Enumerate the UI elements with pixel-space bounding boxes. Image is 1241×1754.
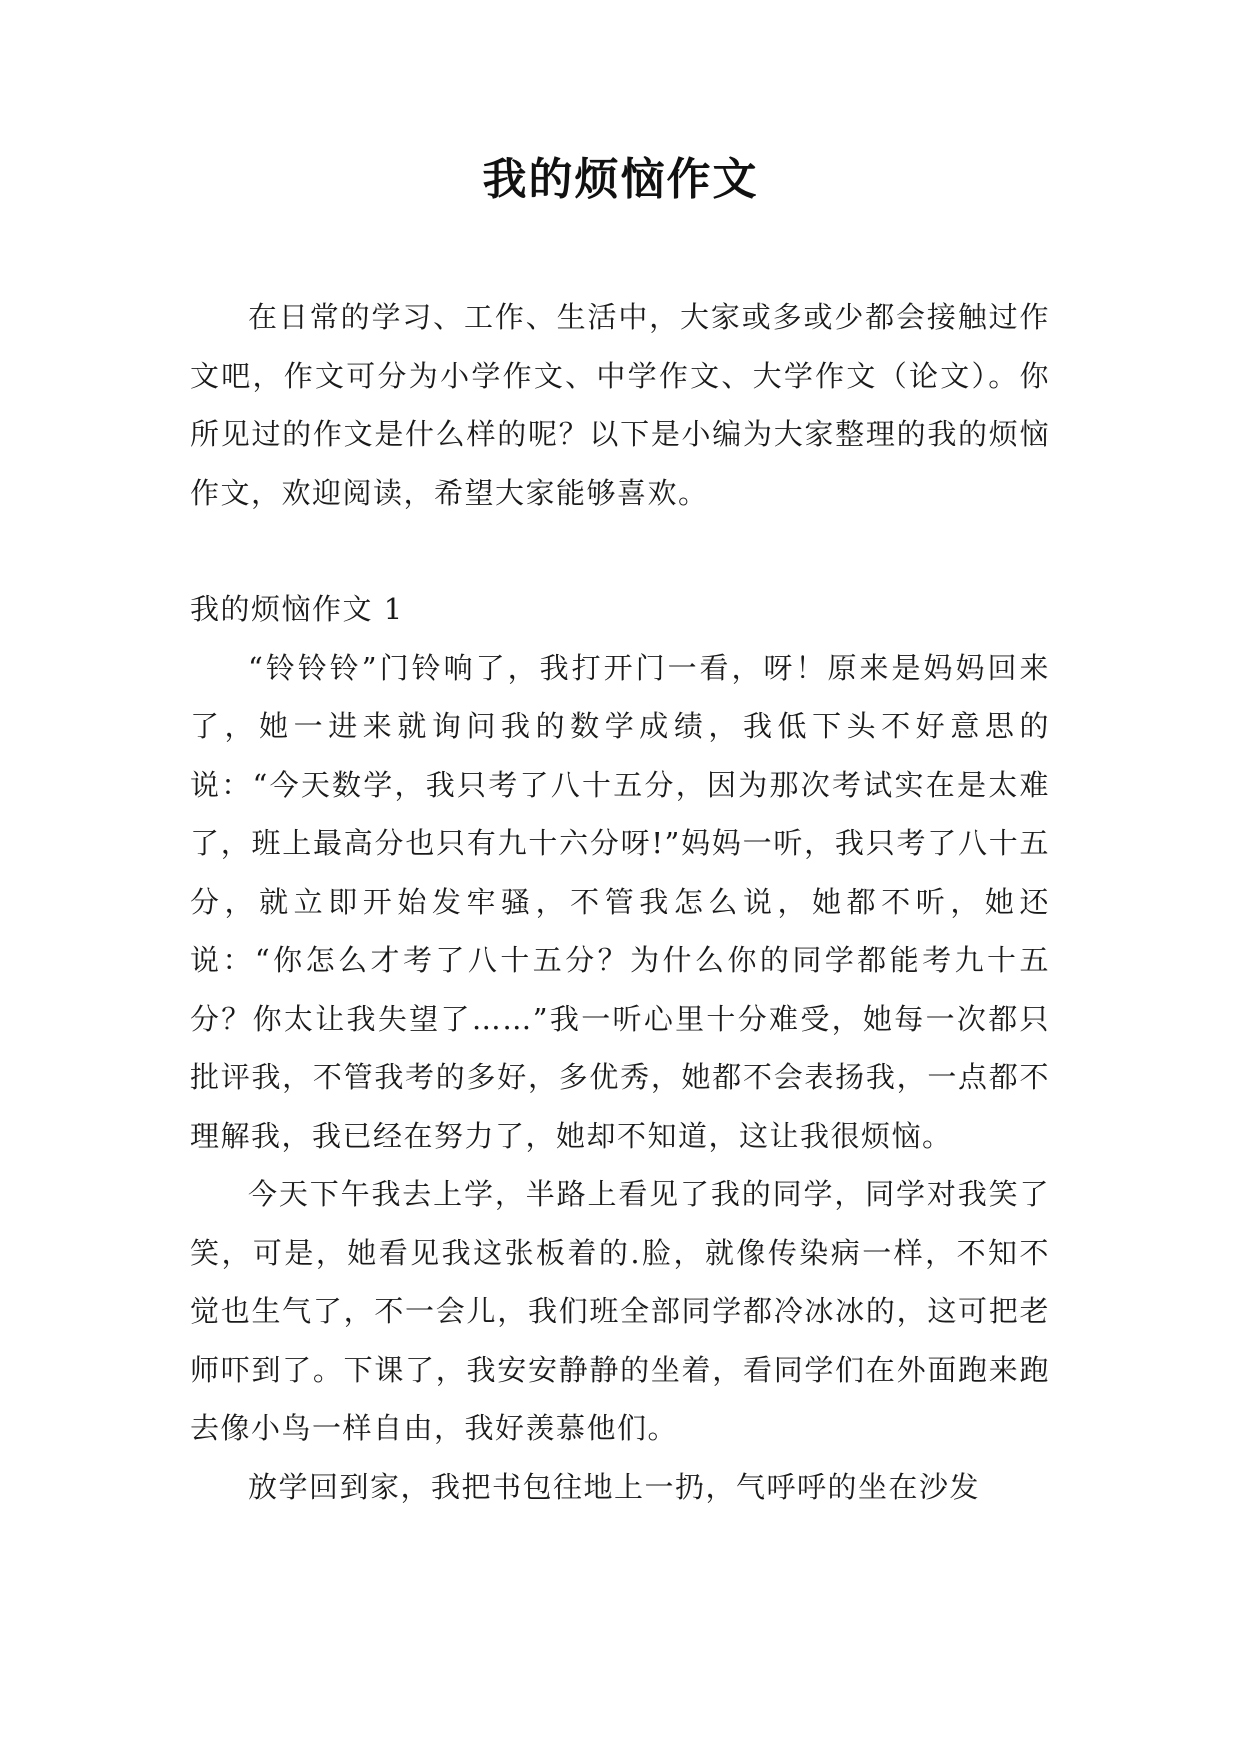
section-heading: 我的烦恼作文 1 (190, 592, 404, 626)
document-body (190, 288, 1050, 1516)
body-paragraph-1: “铃铃铃”门铃响了，我打开门一看，呀！原来是妈妈回来了，她一进来就询问我的数学成绩，我低下头不好意思的说：“今天数学，我只考了八十五分，因为那次考试实在是太难了，班上最高分也只有九十六分呀!”妈妈一听，我只考了八十五分，就立即开始发牢骚，不管我怎么说，她都不听，她还说：“你怎么才考了八十五分？为什么你的同学都能考九十五分？你太让我失望了……”我一听心里十分难受，她每一次都只批评我，不管我考的多好，多优秀，她都不会表扬我，一点都不理解我，我已经在努力了，她却不知道，这让我很烦恼。 (190, 650, 1050, 1153)
body-paragraph-3: 放学回到家，我把书包往地上一扔，气呼呼的坐在沙发 (248, 1469, 981, 1504)
body-paragraph-2: 今天下午我去上学，半路上看见了我的同学，同学对我笑了笑，可是，她看见我这张板着的.脸，就像传染病一样，不知不觉也生气了，不一会儿，我们班全部同学都冷冰冰的，这可把老师吓到了。下课了，我安安静静的坐着，看同学们在外面跑来跑去像小鸟一样自由，我好羡慕他们。 (190, 1177, 1050, 1445)
intro-paragraph: 在日常的学习、工作、生活中，大家或多或少都会接触过作文吧，作文可分为小学作文、中学作文、大学作文（论文）。你所见过的作文是什么样的呢？以下是小编为大家整理的我的烦恼作文，欢迎阅读，希望大家能够喜欢。 (190, 300, 1050, 510)
paragraph-spacer (190, 522, 1050, 580)
document-title: 我的烦恼作文 (482, 154, 759, 205)
